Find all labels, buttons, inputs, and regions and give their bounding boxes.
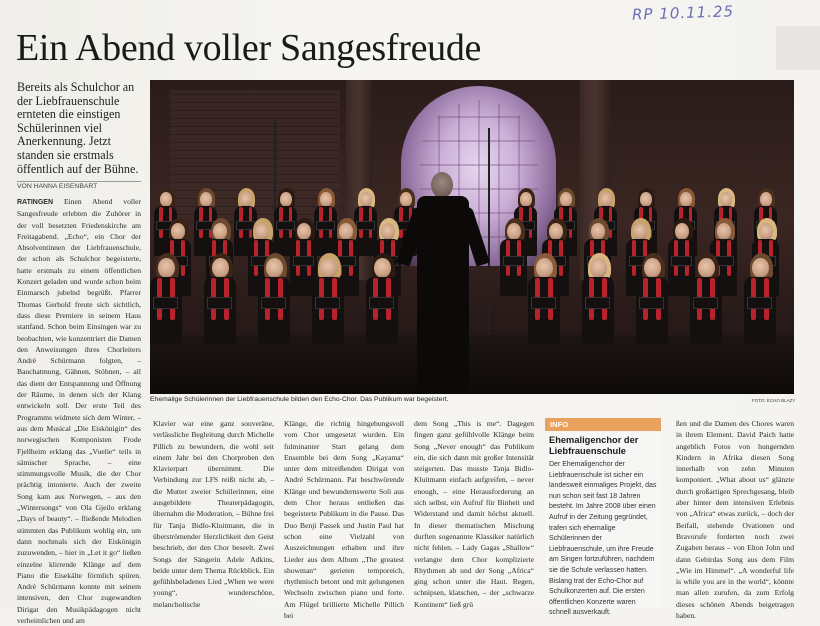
singer-body bbox=[744, 277, 776, 344]
singer-body bbox=[528, 277, 560, 344]
singer-body bbox=[500, 239, 527, 297]
dateline: RATINGEN bbox=[17, 199, 54, 206]
singer-face bbox=[752, 258, 769, 278]
photo-caption: Ehemalige Schülerinnen der Liebfrauenschule bilden den Echo-Chor. Das Publikum war begeistert. bbox=[150, 396, 449, 403]
article-deck: Bereits als Schulchor an der Liebfrauenschule ernteten die einstigen Schülerinnen viel Anerkennung. Jetzt standen sie erstmals öffentlich auf der Bühne. bbox=[17, 80, 139, 176]
music-folder bbox=[207, 297, 232, 309]
adjacent-article-edge bbox=[776, 26, 820, 70]
singer-face bbox=[507, 223, 521, 240]
info-title: Ehemaligenchor der Liebfrauenschule bbox=[549, 435, 639, 456]
singer-face bbox=[266, 258, 283, 278]
article-column-6: ßen und die Damen des Chores waren in ihrem Element. David Paich hatte angeblich Fotos von hungernden Kindern in Afrika diesen Song innerhalb von zehn Minuten komponiert. „What about us“ glänzte durch großartigen Sprechgesang, bleib aber hinter dem intensiven Erlebnis von „Africa“ etwas zurück, – doch der Beifall, stehende Ovationen und Bravorufe forderten noch zwei Zugaben heraus – von Elton John und dann Gebirdas Song aus dem Film „Wie im Himmel“. „A wonderful life is while you are in the world“, könnte man allen zurufen, da zum Erfolg dieses schönen Abends beigetragen haben. bbox=[676, 419, 794, 621]
music-folder bbox=[261, 297, 286, 309]
conductor bbox=[405, 172, 481, 394]
article-headline: Ein Abend voller Sangesfreude bbox=[16, 27, 482, 69]
music-folder bbox=[747, 297, 772, 309]
singer-face bbox=[171, 223, 185, 240]
handwritten-date-stamp: RP 10.11.25 bbox=[631, 2, 735, 24]
music-folder bbox=[639, 297, 664, 309]
music-folder bbox=[153, 297, 178, 309]
music-folder bbox=[315, 297, 340, 309]
singer-body bbox=[636, 277, 668, 344]
singer-face bbox=[213, 223, 227, 240]
singer-body bbox=[150, 277, 182, 344]
singer-body bbox=[204, 277, 236, 344]
photo-credit: FOTO: ECHO BLAZY bbox=[752, 398, 796, 403]
singer-face bbox=[212, 258, 229, 278]
singer-face bbox=[717, 223, 731, 240]
choir-photo bbox=[150, 80, 794, 394]
singer-face bbox=[633, 223, 647, 240]
conductor-body bbox=[417, 196, 469, 394]
singer-face bbox=[339, 223, 353, 240]
article-column-1 bbox=[17, 196, 141, 625]
singer-body bbox=[366, 277, 398, 344]
singer-face bbox=[158, 258, 175, 278]
music-folder bbox=[503, 256, 525, 266]
info-tag: INFO bbox=[545, 418, 661, 431]
singer-face bbox=[549, 223, 563, 240]
music-folder bbox=[585, 297, 610, 309]
singer-face bbox=[759, 223, 773, 240]
music-folder bbox=[356, 221, 375, 230]
singer-face bbox=[320, 258, 337, 278]
singer-face bbox=[675, 223, 689, 240]
info-body: Der Ehemaligenchor der Liebfrauenschule ist sicher ein landesweit einmaliges Projekt, das nun schon seit fast 18 Jahren besteht. Im Jahre 2008 über einen Aufruf in der Zeitung gegründet, trafen sich ehemalige Schülerinnen der Liebfrauenschule, um ihre Freude am Singen fortzuführen, nachdem sie die Schule verlassen hatten. Bislang trat der Echo-Chor auf Schulkonzerten auf. Die ersten öffentlichen Konzerte waren schnell ausverkauft. bbox=[549, 461, 657, 617]
music-folder bbox=[693, 297, 718, 309]
singer-body bbox=[690, 277, 722, 344]
music-folder bbox=[531, 297, 556, 309]
info-box bbox=[545, 418, 661, 617]
singer-face bbox=[536, 258, 553, 278]
music-folder bbox=[276, 221, 295, 230]
singer-body bbox=[312, 277, 344, 344]
article-column-3: Klänge, die richtig hingebungsvoll vom Chor umgesetzt wurden. Ein fulminanter Start gelang dem Ensemble bei dem Song „Kayama“ unter dem mitreißenden Dirigat von André Schürmann. Pat beschwörende Klänge und bewundernswerte Soli aus dem Chor heraus entließen das begeisterte Publikum in die Pause. Das Duo Benji Passek und Justin Paul hat schon eine Vielzahl von Auszeichnungen erhalten und ihre Lieder aus dem Album „The greatest showman“ gerieten temporeich, rhythmisch betont und mit gelungenen Wechseln zwischen piano und forte. Am Flügel brillierte Michelle Pillich bei bbox=[284, 419, 404, 621]
singer-body bbox=[258, 277, 290, 344]
singer-face bbox=[591, 223, 605, 240]
singer-face bbox=[644, 258, 661, 278]
music-folder bbox=[293, 256, 315, 266]
singer-body bbox=[582, 277, 614, 344]
singer-face bbox=[698, 258, 715, 278]
article-column-4: dem Song „This is me“. Dagegen fingen ganz gefühlvolle Klänge beim Song „Never enough“ das Publikum ein, die sich dann mit großer Intensität steigerten. Das musste Tanja Bidlo-Kluitmann einfach aufgreifen, – never enough, – eine Herausforderung an sich selbst, ein Aufruf für Binheit und Widerstand und damit höchst aktuell. In dieser thematischen Mischung durften sogenannte Klassiker natürlich nicht fehlen. – Lady Gagas „Shallow“ verlangte dem Chor komplizierte Rhythmen ab und der Song „Africa“ ging schon unter die Haut. Regen, schnipsen, klatschen, – der „schwarze Kontinent“ ließ grü bbox=[414, 419, 534, 609]
singer-face bbox=[381, 223, 395, 240]
music-folder bbox=[316, 221, 335, 230]
singer-face bbox=[297, 223, 311, 240]
music-folder bbox=[671, 256, 693, 266]
singer-face bbox=[374, 258, 391, 278]
music-folder bbox=[369, 297, 394, 309]
singer-face bbox=[590, 258, 607, 278]
article-byline: VON HANNA EISENBART bbox=[17, 181, 141, 190]
conductor-head bbox=[431, 172, 453, 198]
microphone-stand bbox=[488, 128, 490, 338]
article-column-2: Klavier war eine ganz souveräne, verlässliche Begleitung durch Michelle Pillich zu bewundern, die wohl seit einem Jahr bei den Chorproben den Klavierpart übernimmt. Die Verbindung zur LFS reißt nicht ab, – die Mutter zweier Schülerinnen, eine ausgebildete Theaterpädagogin, übernahm die Moderation, – Bühne frei für Tanja Bidlo-Kluitmann, die in überströmender Herzlichkeit den Geist beschrieb, der den Chor beseelt. Zwei Songs der Sängerin Adele Adkins, beide unter dem Thema Rückblick. Ein gefühlsbeladenes Lied „When we were young“, wunderschöne, melancholische bbox=[153, 419, 274, 609]
singer-face bbox=[255, 223, 269, 240]
column-1-text: Einen Abend voller Sangesfreude erlebten die Zuhörer in der voll besetzten Friedenskirche am Freitagabend. „Echo“, ein Chor der Absolventinnen der Liebfrauenschule, der schon als Schulchor begeisterte, hatte erstmals zu einem öffentlichen Konzert geladen und wurde schon beim Einmarsch jubelnd begrüßt. Pfarrer Thomas Gerhold freute sich sichtlich, dass diese Premiere in seinem Haus stattfand. Schon beim Einsingen war zu beobachten, wie konzentriert die Damen den Anweisungen ihres Chorleiters André Schürmann folgten, – Bauchatmung, Gähnen, Stöhnen, – all das dient der Entspannung und Öffnung der Räume, in denen sich der Klang entwickeln soll. Der erste Teil des Programms widmete sich dem Winter, – aus dem Musical „Die Eiskönigin“ des norwegischen Komponisten Frode Fjellheim erklang das „Vuelie“ teils in sämischer Sprache, – eine stimmungsvolle Musik, die der Chor prächtig intonierte. Auch der zweite Song kam aus Norwegen, – aus den „Wintersongs“ von Ola Gjeilo erklang „Days of beauty“. – fließende Melodien stimmten das Publikum wohlig ein, um dann nochmals sich der Eiskönigin zuzuwenden, – hier in „Let it go“ ließen einzelne klirrende Klänge auf dem Piano die Eisekälte förmlich spüren. André Schürmann konnte mit seinem intensiven, den Chor zugewandten Dirigat den Musikpädagogen nicht verheimlichen und am bbox=[17, 197, 141, 625]
